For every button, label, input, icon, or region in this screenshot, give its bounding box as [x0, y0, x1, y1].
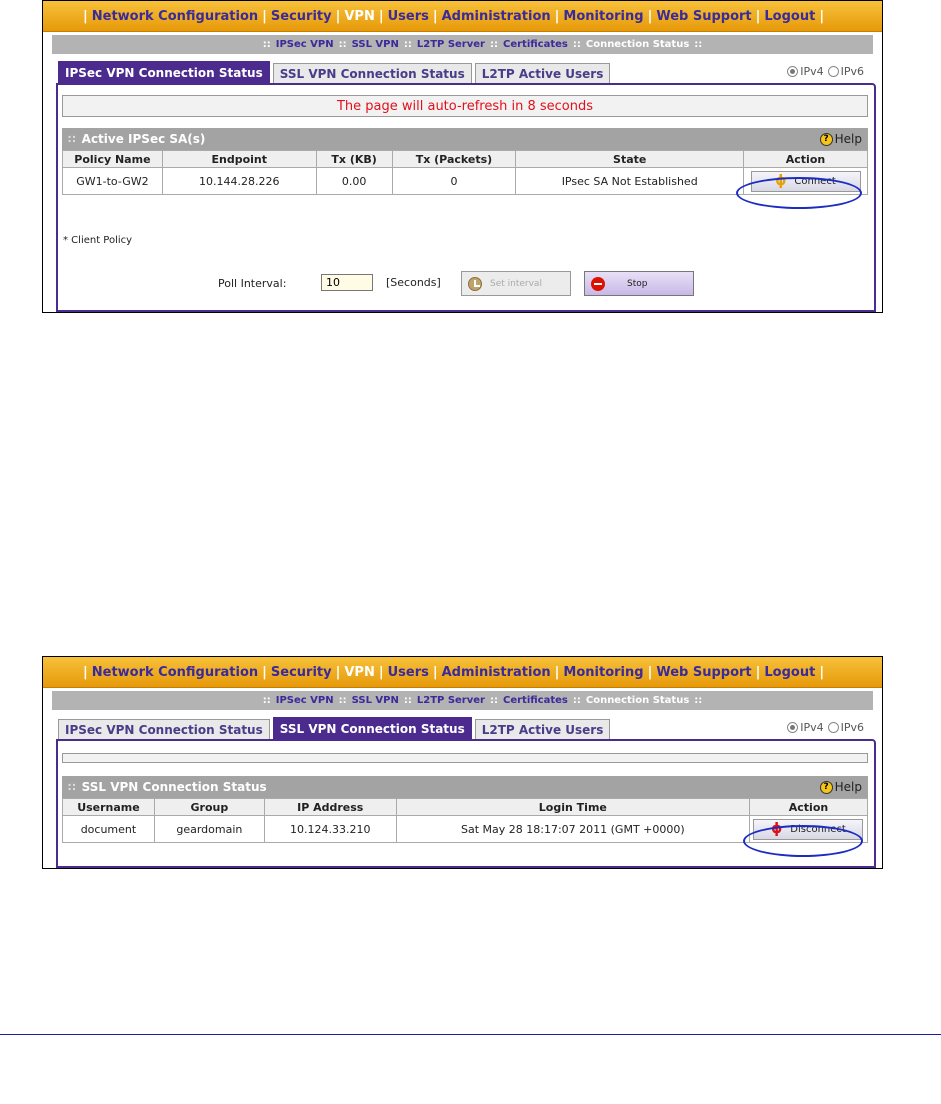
login-time-cell: Sat May 28 18:17:07 2011 (GMT +0000) [396, 816, 749, 843]
refresh-notice-bar [62, 753, 868, 763]
endpoint-cell: 10.144.28.226 [162, 168, 316, 195]
ipv4-label: IPv4 [800, 721, 824, 734]
subnav-l2tp-server[interactable]: L2TP Server [416, 39, 485, 50]
tab-ssl-vpn-connection-status[interactable]: SSL VPN Connection Status [273, 63, 472, 83]
ipv6-radio[interactable] [828, 722, 839, 733]
nav-administration[interactable]: Administration [441, 8, 551, 24]
subnav-connection-status[interactable]: Connection Status [585, 39, 690, 50]
nav-vpn[interactable]: VPN [344, 664, 375, 680]
nav-logout[interactable]: Logout [764, 664, 816, 680]
tab-l2tp-active-users[interactable]: L2TP Active Users [475, 719, 611, 739]
subnav-ipsec-vpn[interactable]: IPSec VPN [275, 695, 334, 706]
nav-logout[interactable]: Logout [764, 8, 816, 24]
username-cell: document [63, 816, 155, 843]
connect-button-label: Connect [794, 175, 836, 187]
section-header [62, 776, 868, 798]
nav-web-support[interactable]: Web Support [656, 664, 752, 680]
tab-ssl-vpn-connection-status[interactable]: SSL VPN Connection Status [273, 717, 472, 739]
state-cell: IPsec SA Not Established [516, 168, 744, 195]
ssl-status-screenshot [42, 656, 883, 869]
sub-nav: :: IPSec VPN :: SSL VPN :: L2TP Server :: Certificates :: Connection Status :: [52, 691, 873, 710]
nav-monitoring[interactable]: Monitoring [563, 664, 644, 680]
ipv6-radio[interactable] [828, 66, 839, 77]
ip-version-selector [787, 65, 868, 78]
col-header: Tx (Packets) [392, 151, 516, 168]
help-link[interactable] [820, 780, 862, 794]
ipv4-radio[interactable] [787, 66, 798, 77]
col-header: Group [154, 799, 264, 816]
help-icon: ? [820, 133, 833, 146]
tx-packets-cell: 0 [392, 168, 516, 195]
highlight-oval [736, 177, 862, 209]
clock-icon [468, 277, 482, 291]
help-link[interactable] [820, 132, 862, 146]
poll-interval-label: Poll Interval: [218, 277, 287, 290]
nav-users[interactable]: Users [387, 664, 429, 680]
subnav-connection-status[interactable]: Connection Status [585, 695, 690, 706]
subnav-certificates[interactable]: Certificates [502, 39, 568, 50]
nav-security[interactable]: Security [270, 8, 332, 24]
page-divider [0, 1034, 941, 1035]
ipv4-label: IPv4 [800, 65, 824, 78]
help-label: Help [834, 132, 862, 146]
tab-ipsec-vpn-connection-status[interactable]: IPSec VPN Connection Status [58, 61, 270, 83]
nav-vpn[interactable]: VPN [344, 8, 375, 24]
nav-monitoring[interactable]: Monitoring [563, 8, 644, 24]
disconnect-lightning-icon: ϕ [771, 821, 783, 837]
sub-nav: :: IPSec VPN :: SSL VPN :: L2TP Server :: Certificates :: Connection Status :: [52, 35, 873, 54]
stop-label: Stop [627, 278, 648, 289]
main-nav: | Network Configuration | Security | VPN | Users | Administration | Monitoring | Web Support | Logout | [43, 1, 882, 32]
ipv6-label: IPv6 [840, 65, 864, 78]
section-title: SSL VPN Connection Status [81, 780, 267, 794]
section-title: Active IPSec SA(s) [81, 132, 206, 146]
group-cell: geardomain [154, 816, 264, 843]
lightning-icon: ϕ [775, 173, 787, 189]
subnav-ssl-vpn[interactable]: SSL VPN [351, 39, 399, 50]
nav-network-configuration[interactable]: Network Configuration [91, 664, 259, 680]
content-panel [56, 739, 876, 868]
col-header: Policy Name [63, 151, 163, 168]
col-header: Action [749, 799, 867, 816]
grip-icon: ∷ [68, 780, 76, 794]
poll-interval-row [58, 271, 874, 296]
nav-network-configuration[interactable]: Network Configuration [91, 8, 259, 24]
col-header: Username [63, 799, 155, 816]
col-header: Tx (KB) [316, 151, 392, 168]
col-header: Login Time [396, 799, 749, 816]
table-header-row [63, 151, 868, 168]
subnav-ssl-vpn[interactable]: SSL VPN [351, 695, 399, 706]
client-policy-note: * Client Policy [63, 235, 133, 246]
subnav-certificates[interactable]: Certificates [502, 695, 568, 706]
ipv4-radio[interactable] [787, 722, 798, 733]
auto-refresh-notice: The page will auto-refresh in 8 seconds [62, 95, 868, 117]
set-interval-button[interactable] [461, 271, 571, 296]
tab-bar [58, 61, 613, 83]
subnav-l2tp-server[interactable]: L2TP Server [416, 695, 485, 706]
tx-kb-cell: 0.00 [316, 168, 392, 195]
content-panel [56, 83, 876, 312]
col-header: Endpoint [162, 151, 316, 168]
ipsec-status-screenshot [42, 0, 883, 313]
help-icon: ? [820, 781, 833, 794]
nav-web-support[interactable]: Web Support [656, 8, 752, 24]
col-header: Action [744, 151, 868, 168]
poll-interval-input[interactable] [321, 274, 373, 291]
ip-address-cell: 10.124.33.210 [264, 816, 396, 843]
table-header-row [63, 799, 868, 816]
subnav-ipsec-vpn[interactable]: IPSec VPN [275, 39, 334, 50]
tab-ipsec-vpn-connection-status[interactable]: IPSec VPN Connection Status [58, 719, 270, 739]
highlight-oval [743, 825, 863, 857]
nav-users[interactable]: Users [387, 8, 429, 24]
stop-icon [591, 277, 605, 291]
col-header: IP Address [264, 799, 396, 816]
col-header: State [516, 151, 744, 168]
help-label: Help [834, 780, 862, 794]
stop-button[interactable] [584, 271, 694, 296]
disconnect-button-label: Disconnect [790, 823, 846, 835]
ipv6-label: IPv6 [840, 721, 864, 734]
main-nav: | Network Configuration | Security | VPN | Users | Administration | Monitoring | Web Support | Logout | [43, 657, 882, 688]
section-header [62, 128, 868, 150]
tab-l2tp-active-users[interactable]: L2TP Active Users [475, 63, 611, 83]
nav-security[interactable]: Security [270, 664, 332, 680]
set-interval-label: Set interval [490, 278, 542, 289]
grip-icon: ∷ [68, 132, 76, 146]
policy-name-cell: GW1-to-GW2 [63, 168, 163, 195]
nav-administration[interactable]: Administration [441, 664, 551, 680]
ip-version-selector [787, 721, 868, 734]
tab-bar [58, 717, 613, 739]
poll-interval-unit: [Seconds] [386, 276, 441, 289]
